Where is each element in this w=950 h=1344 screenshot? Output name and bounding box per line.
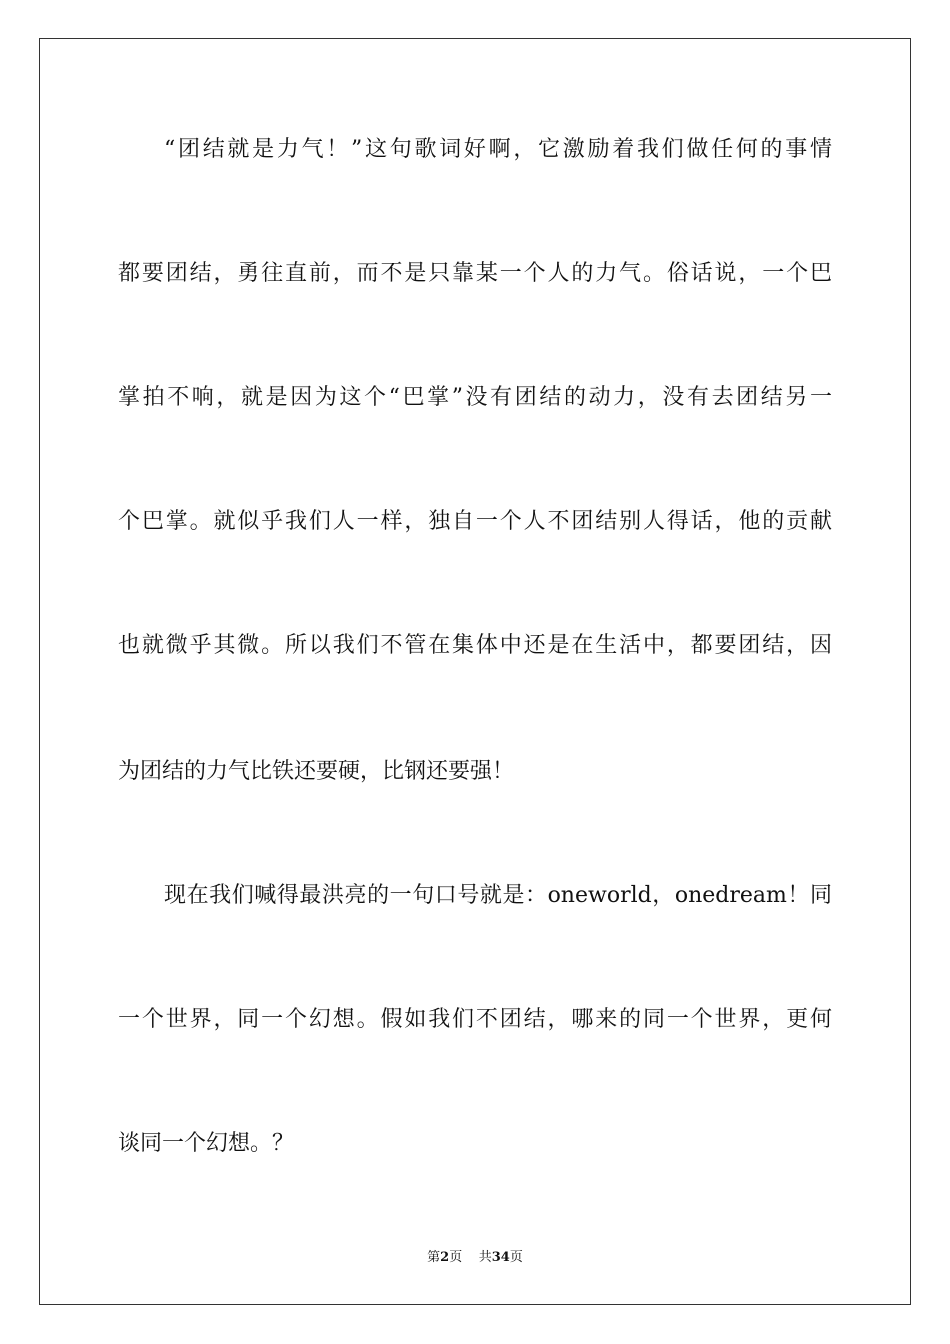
text-line: “团结就是力气！”这句歌词好啊，它激励着我们做任何的事情 [164,137,832,162]
text-line: 掌拍不响，就是因为这个“巴掌”没有团结的动力，没有去团结另一 [118,385,832,410]
page-border [39,38,911,1305]
text-line: 也就微乎其微。所以我们不管在集体中还是在生活中，都要团结，因 [118,633,832,658]
text-line: 个巴掌。就似乎我们人一样，独自一个人不团结别人得话，他的贡献 [118,509,832,534]
text-line: 都要团结，勇往直前，而不是只靠某一个人的力气。俗话说，一个巴 [118,261,832,286]
text-line: 一个世界，同一个幻想。假如我们不团结，哪来的同一个世界，更何 [118,1007,832,1032]
text-line: 为团结的力气比铁还要硬，比钢还要强！ [118,759,515,784]
text-line: 现在我们喊得最洪亮的一句口号就是：oneworld，onedream！同 [164,883,832,908]
page-footer [0,1250,950,1266]
total-pages-label: 共34页 [478,1250,523,1265]
text-line: 谈同一个幻想。？ [118,1131,295,1156]
page-number-label: 第2页 [427,1250,463,1265]
